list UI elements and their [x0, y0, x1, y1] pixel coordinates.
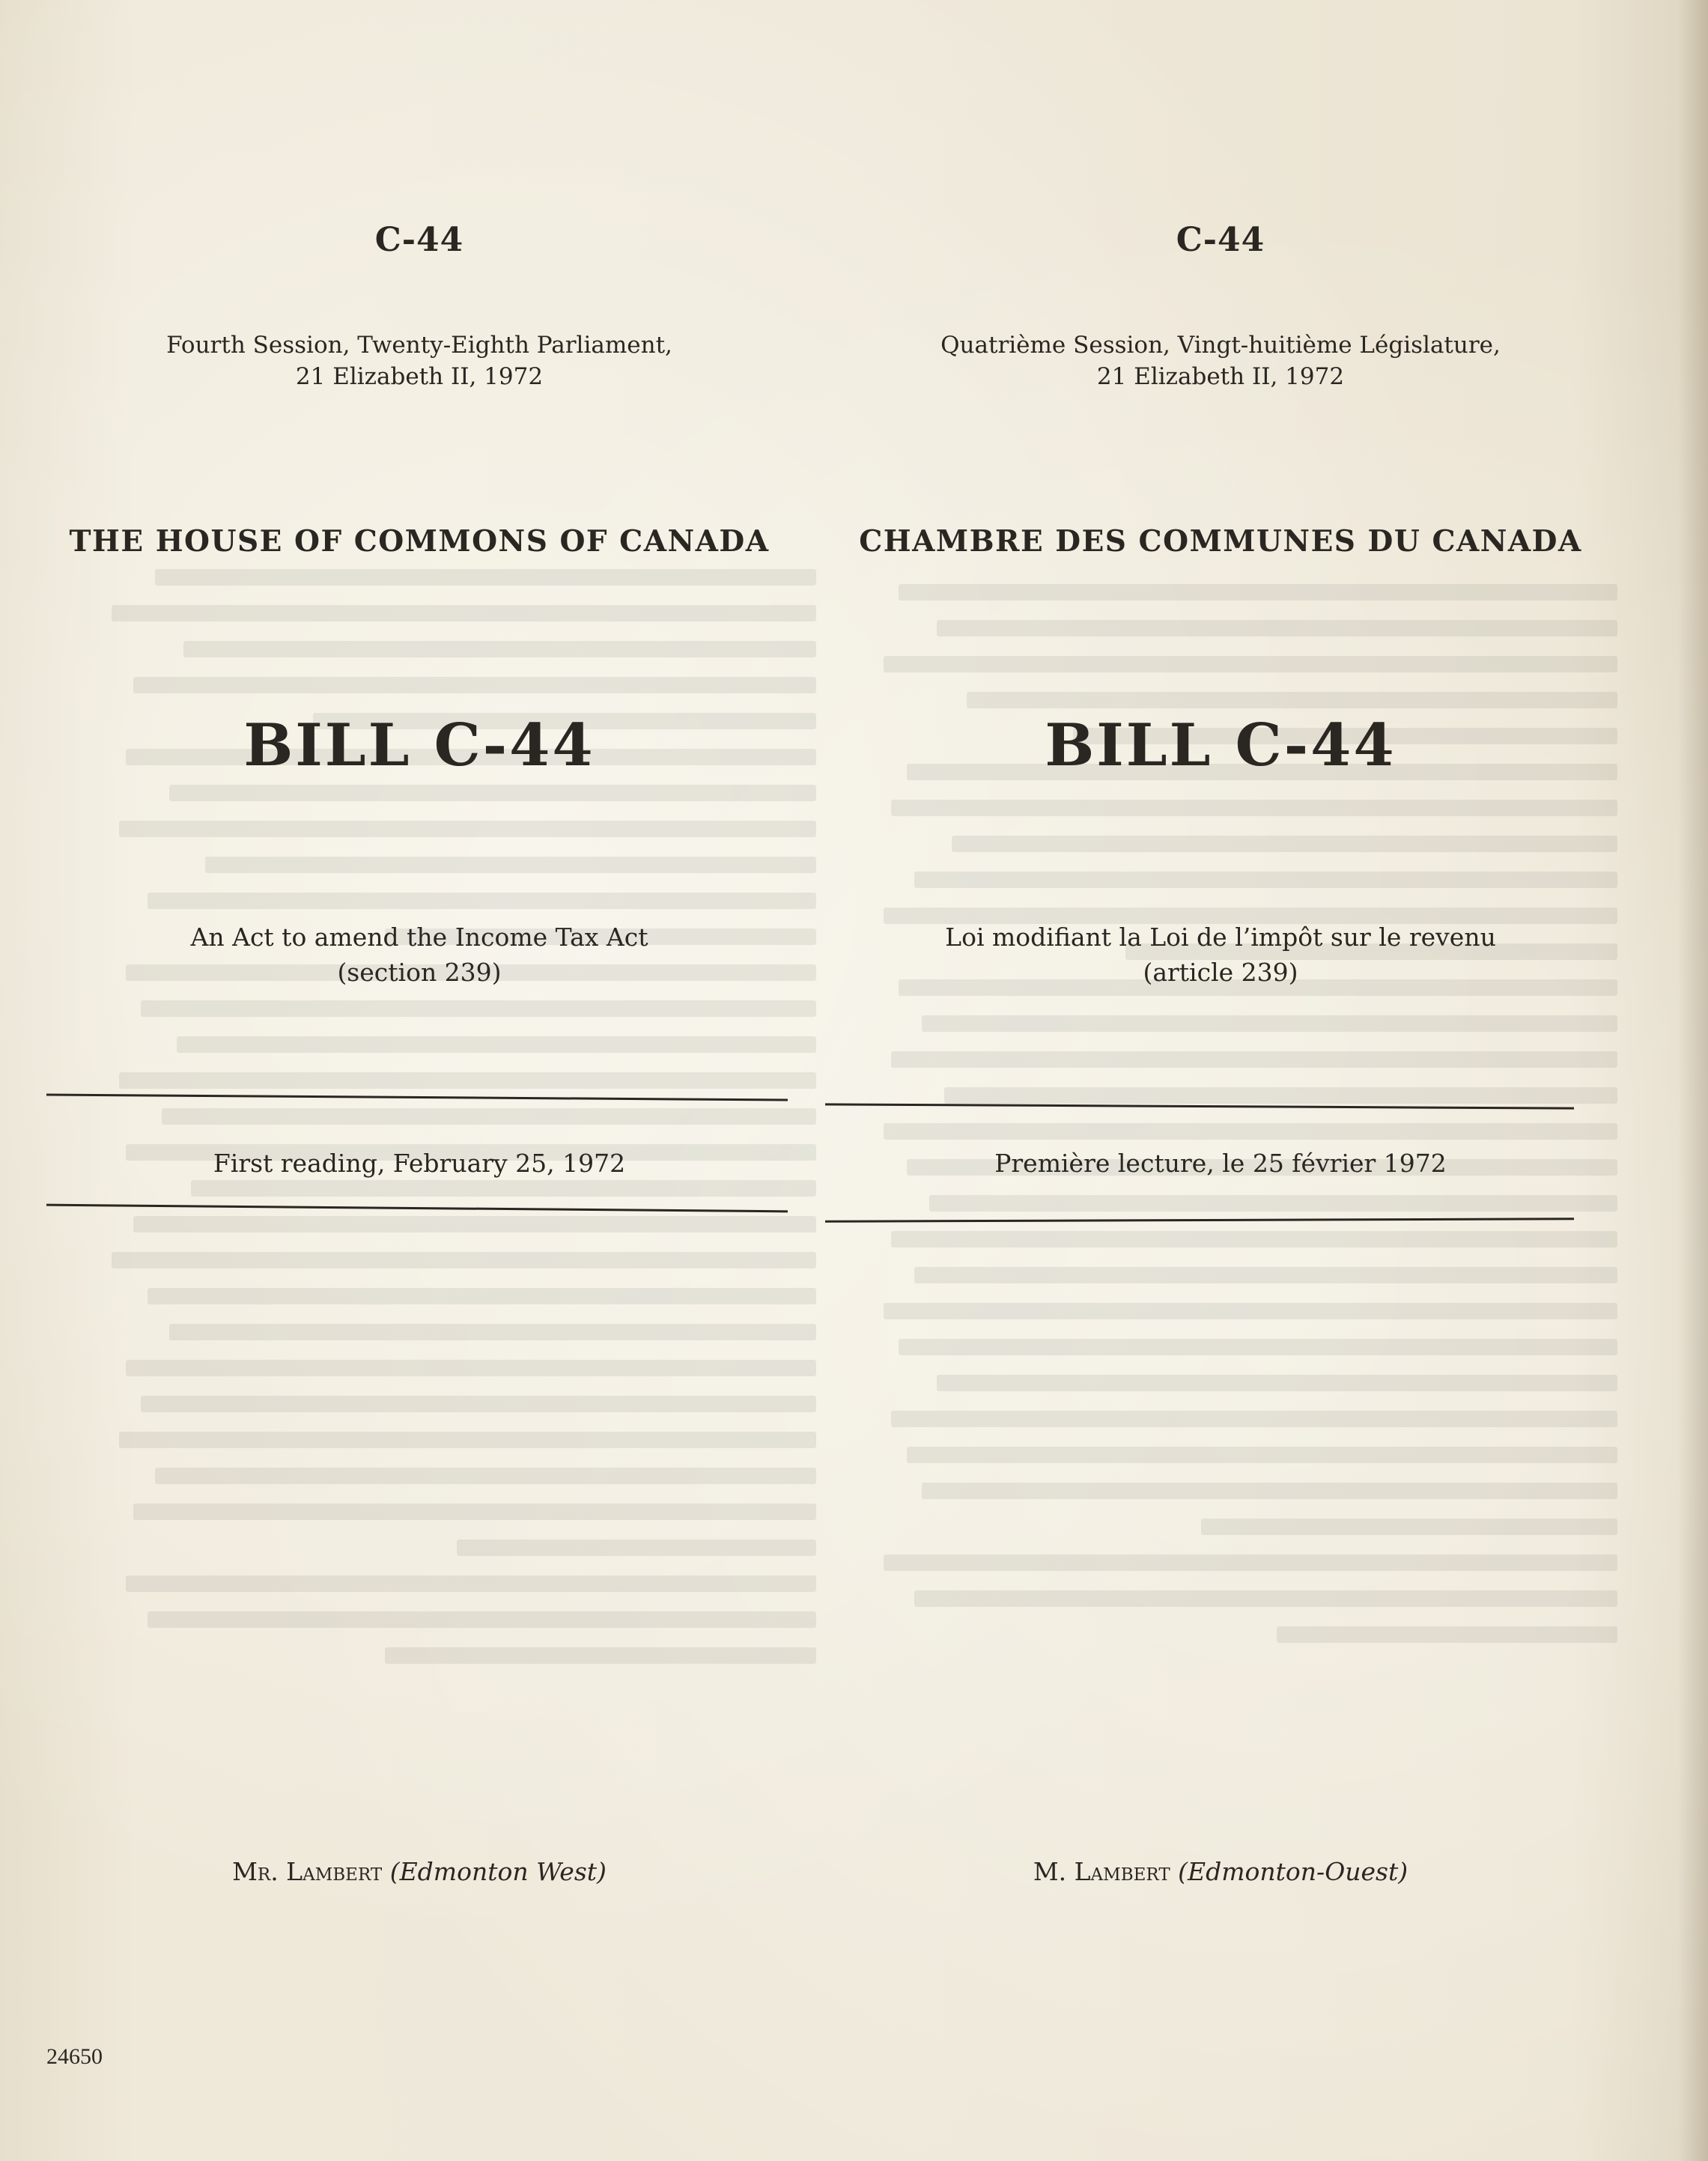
sponsor-riding-fr: (Edmonton-Ouest)	[1178, 1857, 1408, 1886]
session-info-fr	[824, 329, 1617, 392]
french-column	[824, 0, 1617, 2161]
act-title-fr	[824, 920, 1617, 990]
house-name-fr: CHAMBRE DES COMMUNES DU CANADA	[859, 524, 1582, 559]
act-title-en	[45, 920, 794, 990]
session-line-2-fr: 21 Elizabeth II, 1972	[1096, 363, 1345, 390]
page-number: 24650	[46, 2044, 103, 2069]
bill-title-en: BILL C-44	[243, 711, 595, 779]
sponsor-name-en: Mr. Lambert	[232, 1857, 383, 1886]
session-info-en	[45, 329, 794, 392]
house-name-en: THE HOUSE OF COMMONS OF CANADA	[69, 524, 770, 559]
session-line-1-en: Fourth Session, Twenty-Eighth Parliament,	[166, 332, 672, 359]
bill-code-en: C-44	[374, 221, 464, 259]
act-line-2-fr: (article 239)	[1143, 958, 1298, 987]
sponsor-name-fr: M. Lambert	[1033, 1857, 1170, 1886]
bill-code-fr: C-44	[1176, 221, 1265, 259]
act-line-2-en: (section 239)	[337, 958, 502, 987]
bill-title-fr: BILL C-44	[1045, 711, 1397, 779]
act-line-1-fr: Loi modifiant la Loi de l’impôt sur le revenu	[945, 923, 1496, 952]
page-edge-shadow	[1678, 0, 1708, 2161]
sponsor-riding-en: (Edmonton West)	[389, 1857, 607, 1886]
first-reading-fr: Première lecture, le 25 février 1972	[994, 1149, 1447, 1178]
first-reading-en: First reading, February 25, 1972	[213, 1149, 626, 1178]
session-line-1-fr: Quatrième Session, Vingt-huitième Législature,	[940, 332, 1501, 359]
act-line-1-en: An Act to amend the Income Tax Act	[190, 923, 648, 952]
session-line-2-en: 21 Elizabeth II, 1972	[295, 363, 544, 390]
sponsor-en	[45, 1857, 794, 1886]
sponsor-fr	[824, 1857, 1617, 1886]
english-column	[45, 0, 794, 2161]
